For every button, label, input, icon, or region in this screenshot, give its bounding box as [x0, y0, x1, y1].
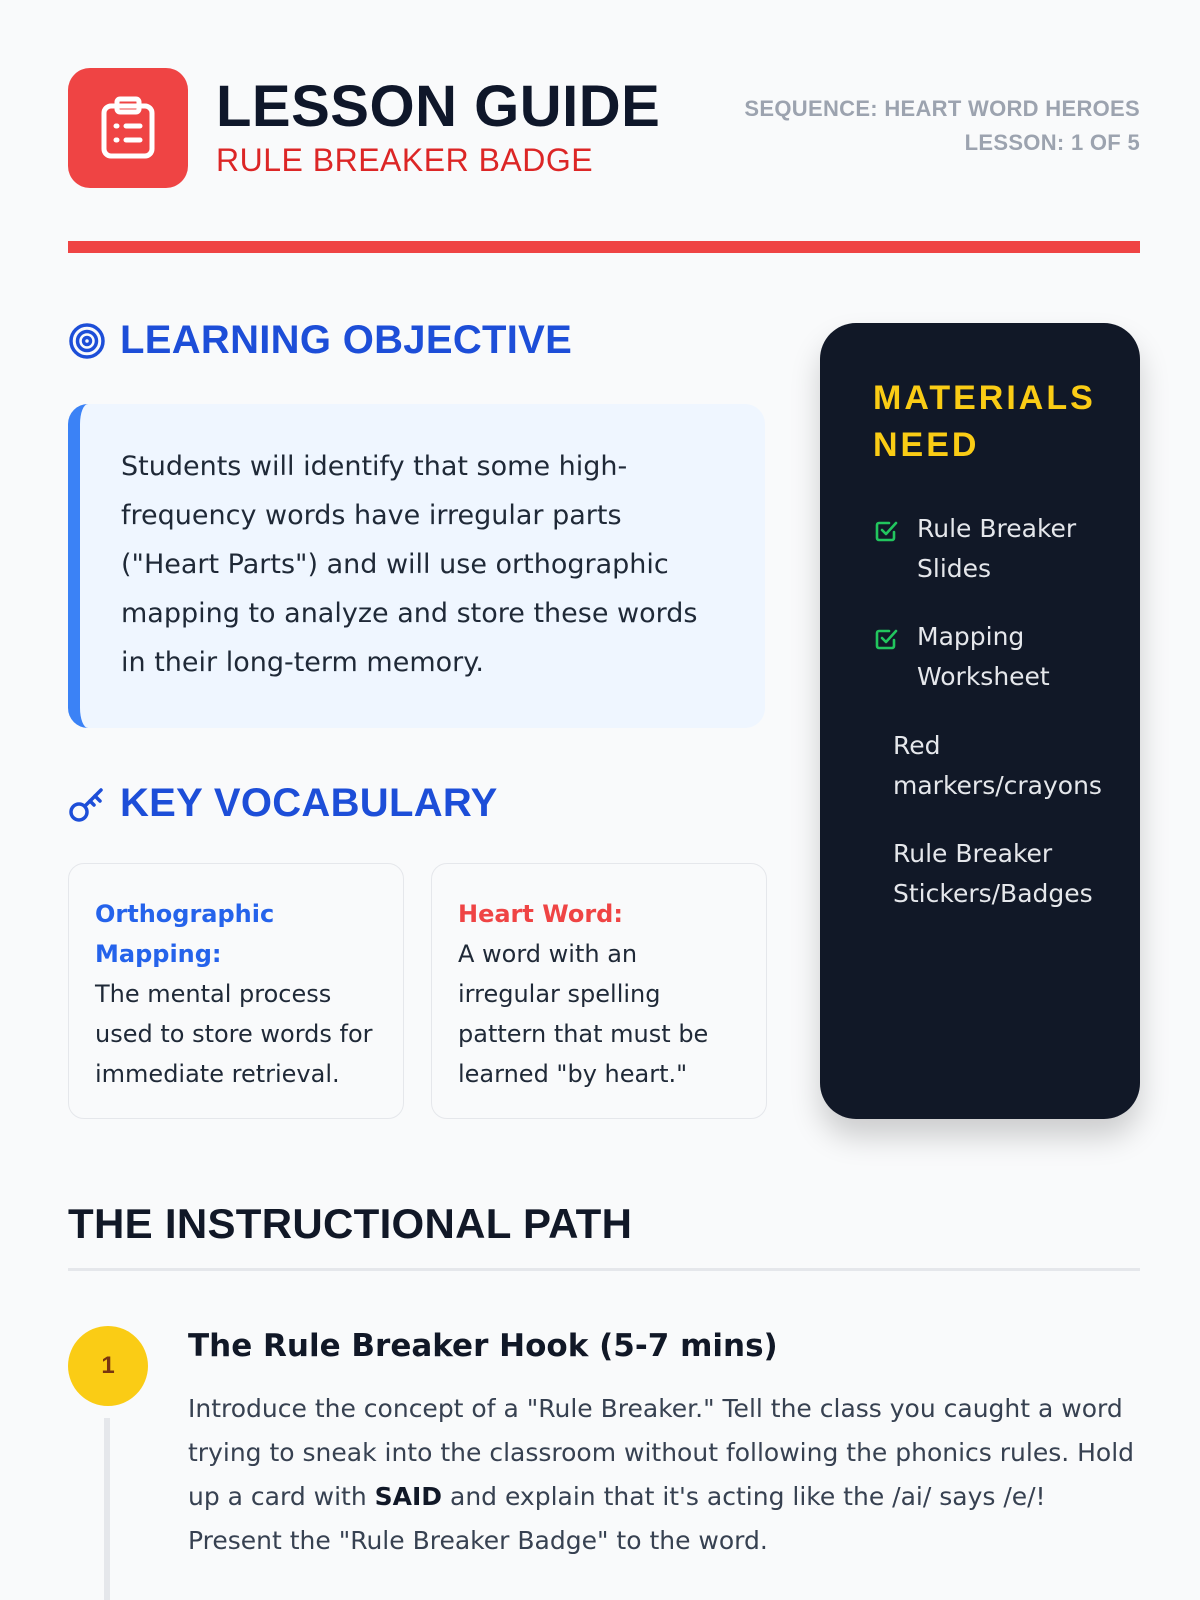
key-vocabulary-title: KEY VOCABULARY [120, 781, 498, 825]
vocab-term: Heart Word: [458, 900, 623, 928]
page-title: LESSON GUIDE [216, 74, 661, 139]
materials-item [873, 509, 1113, 589]
step-text: Introduce the concept of a "Rule Breaker." Tell the class you caught a word trying to sneak into the classroom without following the phonics rules. Hold up a card with [188, 1394, 1135, 1511]
lesson-meta [744, 92, 1140, 160]
materials-item [873, 617, 1113, 697]
vocab-definition: A word with an irregular spelling pattern that must be learned "by heart." [458, 940, 709, 1088]
clipboard-list-icon [68, 68, 188, 188]
materials-heading: MATERIALS NEED [873, 379, 1096, 464]
objective-box [68, 404, 765, 728]
materials-panel [820, 323, 1140, 1119]
target-icon [68, 322, 106, 360]
checkbox-icon [873, 518, 899, 544]
instructional-path-heading: THE INSTRUCTIONAL PATH [68, 1200, 633, 1247]
materials-item-label: Rule Breaker Slides [917, 514, 1077, 583]
materials-item-label: Rule Breaker Stickers/Badges [893, 839, 1093, 908]
sequence-label: SEQUENCE: HEART WORD HEROES [744, 96, 1140, 121]
materials-item [893, 726, 1113, 806]
step-title: The Rule Breaker Hook (5-7 mins) [188, 1328, 778, 1364]
vocab-card-orthographic-mapping [68, 863, 404, 1119]
step-description [188, 1387, 1143, 1563]
learning-objective-title: LEARNING OBJECTIVE [120, 318, 573, 362]
vocab-term: Orthographic Mapping: [95, 900, 275, 968]
lesson-header [68, 68, 1140, 188]
step-number-badge: 1 [68, 1326, 148, 1406]
step-connector-line [104, 1418, 110, 1600]
key-icon [68, 785, 106, 823]
step-text: and explain that it's acting like the /ai/ says /e/! Present the "Rule Breaker Badge" to the word. [188, 1482, 1046, 1555]
materials-item-label: Mapping Worksheet [917, 622, 1050, 691]
header-divider [68, 241, 1140, 253]
learning-objective-heading [68, 318, 572, 363]
checkbox-icon [873, 626, 899, 652]
materials-item-label: Red markers/crayons [893, 731, 1102, 800]
lesson-number-label: LESSON: 1 OF 5 [964, 130, 1140, 155]
vocab-definition: The mental process used to store words for immediate retrieval. [95, 980, 373, 1088]
path-divider [68, 1268, 1140, 1271]
step-highlighted-word: SAID [374, 1482, 443, 1511]
key-vocabulary-heading [68, 781, 498, 826]
vocab-card-heart-word [431, 863, 767, 1119]
materials-item [893, 834, 1113, 914]
page-subtitle: RULE BREAKER BADGE [216, 142, 594, 178]
objective-text: Students will identify that some high-frequency words have irregular parts ("Heart Parts") and will use orthographic mapping to analyze and store these words in their long-term memory. [121, 451, 698, 678]
